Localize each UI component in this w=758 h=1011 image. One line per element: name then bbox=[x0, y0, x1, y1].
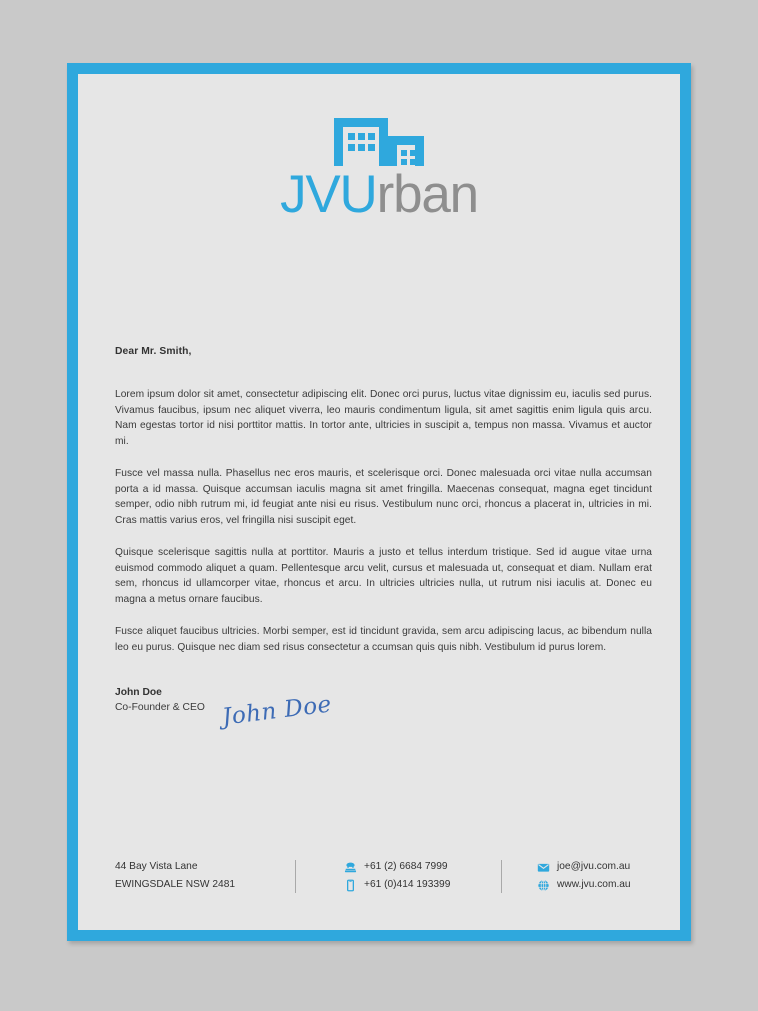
phone-row bbox=[344, 858, 501, 876]
mobile-phone-icon bbox=[344, 879, 357, 892]
phone-number: +61 (2) 6684 7999 bbox=[364, 861, 448, 873]
logo-word-primary: JVU bbox=[280, 165, 377, 224]
mobile-number: +61 (0)414 193399 bbox=[364, 879, 451, 891]
address-line-2: EWINGSDALE NSW 2481 bbox=[115, 879, 236, 891]
letter-sheet bbox=[78, 74, 680, 930]
body-paragraph: Fusce aliquet faucibus ultricies. Morbi semper, est id tincidunt gravida, sem arcu adipiscing lacus, ac bibendum nulla leo eu purus. Quisque nec diam sed risus consectetur a ccumsan quis quis nibh. Vestibulum id purus lorem. bbox=[115, 626, 652, 653]
logo-wordmark bbox=[78, 165, 680, 224]
salutation: Dear Mr. Smith, bbox=[115, 346, 192, 357]
body-paragraph: Quisque scelerisque sagittis nulla at porttitor. Mauris a justo et tellus interdum tristique. Sed id augue vitae urna euismod commodo aliquet a quam. Pellentesque arcu velit, cursus et malesuada ut, consequat et diam. Nullam erat sem, rhoncus id ullamcorper vitae, rhoncus et arcu. In ultricies ultricies nulla, ut rutrum nisi iaculis at. Donec eu magna a metus ornare faucibus. bbox=[115, 547, 652, 605]
website-url: www.jvu.com.au bbox=[557, 879, 631, 891]
company-logo bbox=[78, 114, 680, 224]
email-address: joe@jvu.com.au bbox=[557, 861, 631, 873]
handwritten-signature: John Doe bbox=[220, 691, 334, 731]
signature-block bbox=[115, 686, 652, 742]
globe-icon bbox=[537, 879, 550, 892]
letterhead-page bbox=[67, 63, 691, 941]
logo-word-secondary: rban bbox=[376, 165, 478, 224]
footer-web-column bbox=[502, 858, 652, 894]
body-paragraph: Fusce vel massa nulla. Phasellus nec eros mauris, et scelerisque orci. Donec malesuada orci vitae nulla accumsan porta a id massa. Quisque accumsan iaculis magna sit amet fringilla. Maecenas consequat, magna eget tincidunt semper, odio nibh rutrum mi, id feugiat ante nisi eu risus. Vestibulum nunc orci, rhoncus a placerat in, ultricies in mi. Cras mattis varius eros, vel fringilla nisi suscipit eget. bbox=[115, 468, 652, 526]
envelope-icon bbox=[537, 861, 550, 874]
buildings-icon bbox=[332, 114, 426, 166]
body-paragraph: Lorem ipsum dolor sit amet, consectetur adipiscing elit. Donec orci purus, luctus vitae dignissim eu, iaculis sed purus. Vivamus faucibus, ipsum nec aliquet viverra, leo mauris condimentum ligula, sit amet sagittis enim ligula quis arcu. Nam egestas tortor id nisi porttitor mattis. In tortor ante, ultricies in suscipit a, tempus non massa. Vivamus et auctor mi. bbox=[115, 389, 652, 447]
footer-address-column bbox=[115, 858, 295, 894]
website-row[interactable] bbox=[537, 876, 652, 894]
footer-contact-bar bbox=[115, 858, 652, 894]
footer-phone-column bbox=[296, 858, 501, 894]
mobile-row bbox=[344, 876, 501, 894]
email-row[interactable] bbox=[537, 858, 652, 876]
address-line-1: 44 Bay Vista Lane bbox=[115, 861, 198, 873]
letter-body bbox=[115, 346, 652, 742]
signer-name: John Doe bbox=[115, 687, 162, 698]
signer-title: Co-Founder & CEO bbox=[115, 701, 205, 713]
telephone-icon bbox=[344, 861, 357, 874]
